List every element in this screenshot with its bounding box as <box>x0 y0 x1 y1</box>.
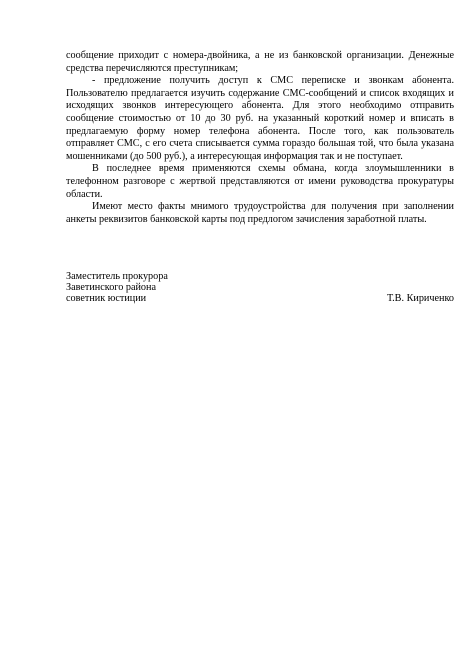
signature-block <box>66 271 454 305</box>
signature-position: Заместитель прокурора <box>66 271 168 282</box>
paragraph-1: сообщение приходит с номера-двойника, а не из банковской организации. Денежные средства перечисляются преступникам; <box>66 50 454 74</box>
paragraph-4: Имеют место факты мнимого трудоустройства для получения при заполнении анкеты реквизитов банковской карты под предлогом зачисления заработной платы. <box>66 201 454 225</box>
signature-district: Заветинского района <box>66 282 157 294</box>
signature-rank: советник юстиции <box>66 293 147 305</box>
signature-name: Т.В. Кириченко <box>386 293 454 305</box>
document-body <box>66 50 454 226</box>
paragraph-3: В последнее время применяются схемы обмана, когда злоумышленники в телефонном разговоре с жертвой представляются от имени руководства прокуратуры области. <box>66 163 454 200</box>
paragraph-2: - предложение получить доступ к СМС переписке и звонкам абонента. Пользователю предлагается изучить содержание СМС-сообщений и список входящих и исходящих звонков интересующего абонента. Для этого необходимо отправить сообщение стоимостью от 10 до 30 руб. на указанный короткий номер и вписать в предлагаемую форму номер телефона абонента. После того, как пользователь отправляет СМС, с его счета списывается сумма гораздо большая той, что была указана мошенниками (до 500 руб.), а интересующая информация так и не поступает. <box>66 75 454 162</box>
signature-rank-row <box>66 293 454 304</box>
